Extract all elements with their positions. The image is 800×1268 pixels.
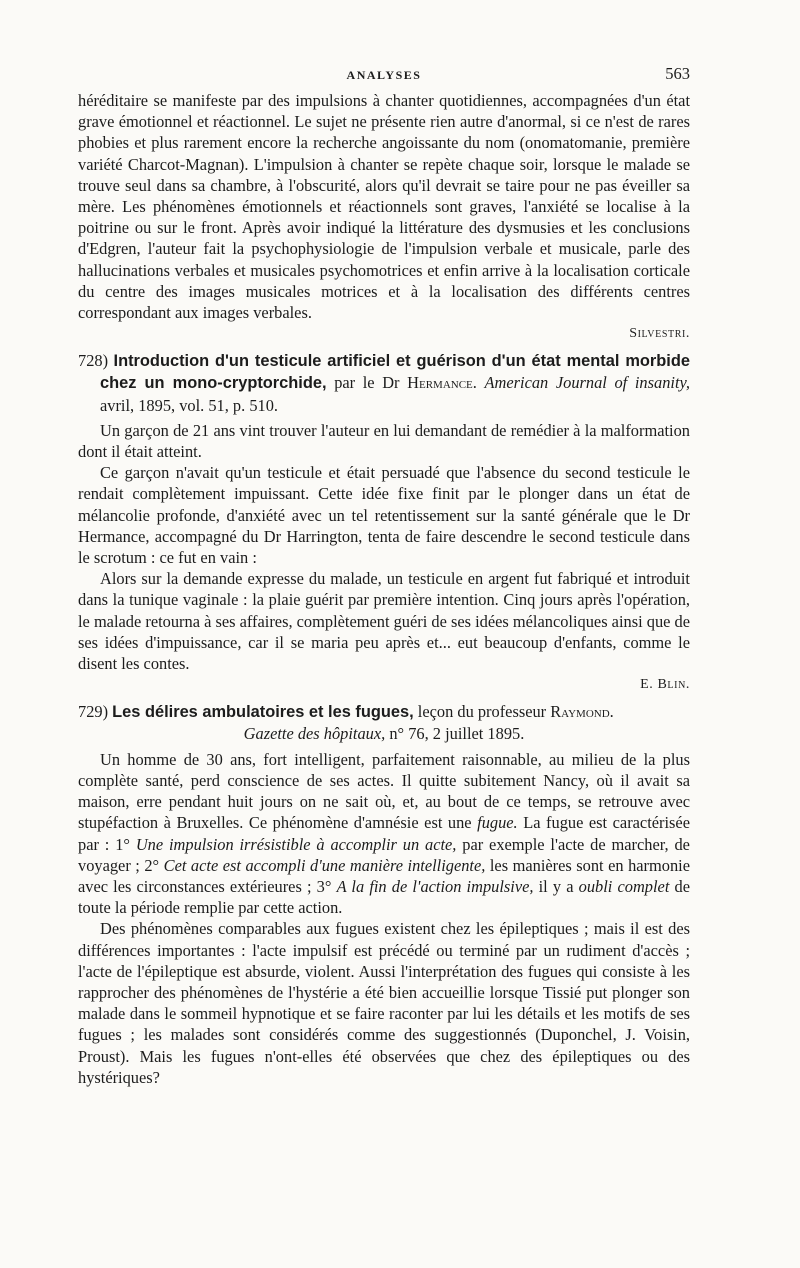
journal-name: American Journal of insanity,	[484, 373, 690, 393]
paragraph: Un garçon de 21 ans vint trouver l'auteur en lui demandant de remédier à la malformation dont il était atteint.	[78, 420, 690, 462]
entry-number: 729)	[78, 702, 109, 722]
text-run: il y a	[538, 876, 574, 896]
entry-by: par le	[334, 373, 375, 393]
emphasis: oubli complet	[578, 876, 670, 896]
page-header	[78, 62, 690, 90]
entry-title: Introduction d'un testicule artificiel et guérison d'un état mental morbide chez un mono-cryptorchide,	[100, 352, 690, 393]
entry-729-heading	[78, 701, 690, 723]
paragraph: Des phénomènes comparables aux fugues existent chez les épileptiques ; mais il est des différences importantes : l'acte impulsif est précédé ou terminé par un rudiment d'accès ; l'acte de l'épileptique est absurde, violent. Aussi l'interprétation des fugues qui consiste à les rapprocher des phénomènes de l'hystérie a été bien accueillie lorsque Tissié put plonger son malade dans le sommeil hypnotique et se faire raconter par lui les détails et les motifs de ses fugues ; les malades sont considérés comme des suggestionnés (Duponchel, J. Voisin, Proust). Mais les fugues n'ont-elles été observées que chez des épileptiques ou des hystériques?	[78, 919, 690, 1087]
text-run: les manières sont en harmonie avec les circonstances extérieures ; 3°	[78, 855, 690, 896]
entry-title: Les délires ambulatoires et les fugues,	[112, 703, 414, 722]
entry-number: 728)	[78, 351, 109, 371]
text-run: Un homme de 30 ans, fort intelligent, parfaitement raisonnable, au milieu de la plus complète santé, perd conscience de ses actes. Il quitte subitement Nancy, où il avait sa maison, erre pendant huit jours on ne sait où, et, au bout de ce temps, se retrouve avec stupéfaction à Bruxelles. Ce phénomène d'amnésie est une	[78, 749, 690, 833]
paragraph: Alors sur la demande expresse du malade, un testicule en argent fut fabriqué et introduit dans la tunique vaginale : la plaie guérit par première intention. Cinq jours après l'opération, le malade retourna à ses affaires, complètement guéri de ses idées mélancoliques ainsi que de ses idées d'impuissance, car il se maria peu après et... eut beaucoup d'enfants, comme le disent les contes.	[78, 569, 690, 674]
emphasis: Cet acte est accompli d'une manière intelligente,	[163, 855, 486, 875]
page	[78, 62, 690, 1088]
emphasis: A la fin de l'action impulsive,	[336, 876, 534, 896]
author-title: Dr	[382, 373, 400, 393]
journal-name: Gazette des hôpitaux,	[243, 724, 386, 744]
emphasis: Une impulsion irrésistible à accomplir un acte,	[135, 834, 457, 854]
author-name: Hermance.	[407, 373, 477, 393]
citation: n° 76, 2 juillet 1895.	[389, 724, 525, 744]
author-name: Raymond.	[550, 702, 614, 722]
text-run: La fugue est caractérisée par : 1°	[78, 813, 690, 854]
paragraph	[78, 749, 690, 919]
entry-727-paragraph: héréditaire se manifeste par des impulsions à chanter quotidiennes, accompagnées d'un état grave émotionnel et réactionnel. Le sujet ne présente rien autre d'anormal, si ce n'est de rares phobies et plus rarement encore la recherche angoissante du nom (onomatomanie, première variété Charcot-Magnan). L'impulsion à chanter se repète chaque soir, lorsque le malade se trouve seul dans sa chambre, à l'obscurité, alors qu'il devrait se taire pour ne pas éveiller sa mère. Les phénomènes émotionnels et réactionnels sont graves, l'anxiété se localise à la poitrine ou sur le front. Après avoir indiqué la littérature des dysmusies et les conclusions d'Edgren, l'auteur fait la psychophysiologie de l'impulsion verbale et musicale, parle des hallucinations verbales et musicales psychomotrices et enfin arrive à la localisation corticale du centre des images musicales motrices et à la localisation des différents centres correspondant aux images verbales.	[78, 91, 690, 323]
source-line	[78, 723, 690, 744]
emphasis: fugue.	[477, 813, 518, 833]
page-number: 563	[665, 64, 690, 83]
entry-729	[78, 701, 690, 1088]
entry-728-heading	[78, 350, 690, 416]
paragraph: Ce garçon n'avait qu'un testicule et était persuadé que l'absence du second testicule le rendait complètement impuissant. Cette idée fixe finit par le plonger dans un état de mélancolie profonde, d'anxiété avec un tel retentissement sur la santé générale que le Dr Hermance, accompagné du Dr Harrington, tenta de faire descendre le second testicule dans le scrotum : ce fut en vain :	[78, 463, 690, 568]
text-run: de toute la période remplie par cette action.	[78, 876, 691, 918]
running-head: ANALYSES	[346, 68, 422, 82]
entry-by: leçon du professeur	[417, 702, 547, 722]
signature-silvestri: Silvestri.	[629, 326, 690, 342]
text-run: par exemple l'acte de marcher, de voyager ; 2°	[78, 834, 690, 875]
signature-blin: E. Blin.	[640, 677, 690, 693]
entry-727-tail	[78, 90, 690, 344]
citation: avril, 1895, vol. 51, p. 510.	[100, 395, 279, 415]
entry-728	[78, 350, 690, 695]
